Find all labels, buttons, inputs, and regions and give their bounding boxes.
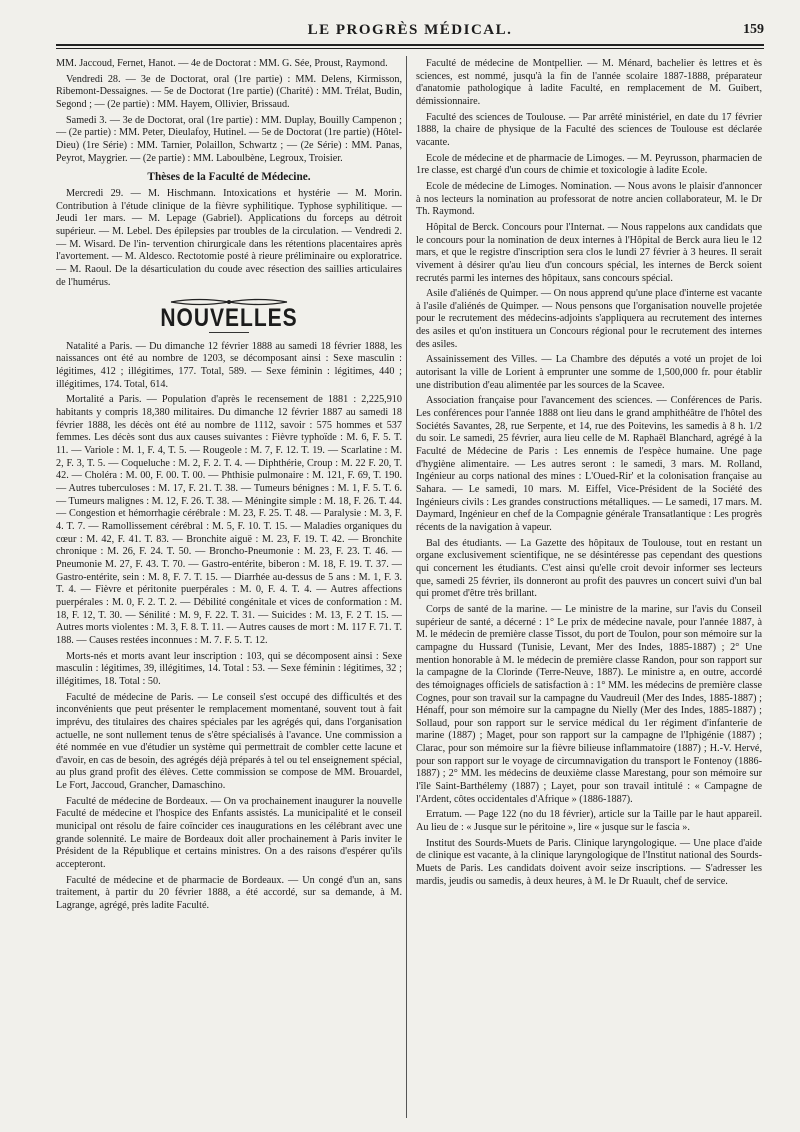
morts-nes-paragraph: Morts-nés et morts avant leur inscription : 103, qui se décomposent ainsi : Sexe masculin : légitimes, 39, illégitimes, 14. Total : 53. — Sexe féminin : légitimes, 32 ; illégitimes, 18. Total : 50. bbox=[56, 650, 402, 687]
limoges-nomination-paragraph: Ecole de médecine de Limoges. Nomination. — Nous avons le plaisir d'annoncer à nos lecteurs la nomination au professorat de notre ancien collaborateur, M. le Dr Th. Raymond. bbox=[416, 180, 762, 218]
exam-paragraph: Samedi 3. — 3e de Doctorat, oral (1re partie) : MM. Duplay, Bouilly Campenon ; — (2e partie) : MM. Peter, Dieulafoy, Hutinel. — 5e de Doctorat (1re partie) (Hôtel-Dieu) (1re Série) : MM. Tarnier, Polaillon, Schwartz ; — (2e Série) : MM. Panas, Peyrot, Maygrier. — (2e partie) : MM. Laboulbène, Legroux, Troisier. bbox=[56, 114, 402, 164]
running-title: LE PROGRÈS MÉDICAL. bbox=[307, 22, 513, 38]
faculte-pharmacie-bordeaux-paragraph: Faculté de médecine et de pharmacie de Bordeaux. — Un congé d'un an, sans traitement, à partir du 20 février 1888, a été accordé, sur sa demande, à M. Lagrange, agrégé, près ladite Faculté. bbox=[56, 874, 402, 912]
exam-paragraph: MM. Jaccoud, Fernet, Hanot. — 4e de Doctorat : MM. G. Sée, Proust, Raymond. bbox=[56, 58, 388, 69]
sourds-muets-paragraph: Institut des Sourds-Muets de Paris. Clinique laryngologique. — Une place d'aide de clinique est vacante, à la clinique laryngologique de l'Institut national des Sourds-Muets de Paris. Les candidats doivent avoir seize inscriptions. — S'adresser les mardis, jeudis ou samedis, à deux heures, à M. le Dr Ruault, chef de service. bbox=[416, 837, 762, 887]
association-paragraph: Association française pour l'avancement des sciences. — Conférences de Paris. Les conférences pour l'année 1888 ont lieu dans le grand amphithéâtre de l'hôtel des Sociétés Savantes, 28, rue Serpente, et 14, rue des Poitevins, les samedis à 8 h. 1/2 du soir. Le samedi, 25 février, aura lieu celle de M. Raphaël Blanchard, agrégé à la Faculté de Médecine de Paris : Les ennemis de l'espèce humaine. Une page d'hygiène alimentaire. — Les autres seront : le samedi, 3 mars. M. Rolland, Ingénieur au corps national des mines : L'Oued-Rir' et la colonisation française au Sahara. — Le samedi, 10 mars. M. Eiffel, Vice-Président de la Société des Ingénieurs civils : Les grandes constructions métalliques. — Le samedi, 17 mars. M. Daymard, Ingénieur en chef de la Compagnie générale Transatlantique : Les progrès récents de la navigation à vapeur. bbox=[416, 395, 762, 533]
erratum-paragraph: Erratum. — Page 122 (no du 18 février), article sur la Taille par le haut appareil. Au lieu de : « Jusque sur le péritoine », lire « jusque sur le fascia ». bbox=[416, 809, 762, 834]
header-rule-thin bbox=[56, 48, 764, 49]
limoges-pharmacie-paragraph: Ecole de médecine et de pharmacie de Limoges. — M. Peyrusson, pharmacien de 1re classe, est chargé d'un cours de chimie et toxicologie à ladite Ecole. bbox=[416, 152, 762, 177]
mortalite-paragraph: Mortalité a Paris. — Population d'après le recensement de 1881 : 2,225,910 habitants y compris 18,380 militaires. Du dimanche 12 février 1887 au samedi 18 février 1888, les décès ont été au nombre de 1112, savoir : 575 hommes et 537 femmes. Les décès sont dus aux causes suivantes : Fièvre typhoïde : M. 6, F. 5. T. 11. — Variole : M. 1, F. 4, T. 5. — Rougeole : M. 7, F. 12. T. 19. — Scarlatine : M. 2, F. 3, T. 5. — Coqueluche : M. 2, F. 2. T. 4. — Diphthérie, Croup : M. 22 F. 20, T. 42. — Choléra : M. 00, F. 00. T. 00. — Phthisie pulmonaire : M. 121, F. 69, T. 190. — Autres tuberculoses : M. 17, F. 21. T. 38. — Tumeurs bénignes : M. 1, F. 5. T. 6. — Tumeurs malignes : M. 12, F. 26. T. 38. — Méningite simple : M. 18, F. 26. T. 44. — Congestion et hémorrhagie cérébrale : M. 23, F. 25. T. 48. — Paralysie : M. 3, F. 4. T. 7. — Ramollissement cérébral : M. 5, F. 10. T. 15. — Maladies organiques du cœur : M. 42, F. 41. T. 83. — Bronchite aiguë : M. 23, F. 19. T. 42. — Bronchite chronique : M. 26, F. 24. T. 50. — Broncho-Pneumonie : M. 23, F. 23. T. 46. — Pneumonie M. 27, F. 43. T. 70. — Gastro-entérite, biberon : M. 18, F. 19. T. 37. — Gastro-entérite, sein : M. 8, F. 7. T. 15. — Diarrhée au-dessus de 5 ans : M. 1, F. 3. T. 4. — Fièvre et péritonite puerpérales : M. 0, F. 4. T. 4. — Autres affections puerpérales : M. 0, F. 2. T. 2. — Débilité congénitale et vices de conformation : M. 18, F. 12, T. 30. — Sénilité : M. 9, F. 22. T. 31. — Suicides : M. 13, F. 2 T. 15. — Autres morts violentes : M. 3, F. 8. T. 11. — Autres causes de mort : M. 117 F. 71. T. 188. — Causes restées inconnues : M. 7. F. 5. T. 12. bbox=[56, 394, 402, 646]
right-column bbox=[416, 58, 762, 1120]
theses-heading: Thèses de la Faculté de Médecine. bbox=[147, 171, 311, 184]
bal-paragraph: Bal des étudiants. — La Gazette des hôpitaux de Toulouse, tout en restant un organe exclusivement scientifique, ne se désintéresse pas cependant des questions qui concernent les étudiants. C'est ainsi qu'elle croit devoir informer ses lecteurs que, samedi 25 février, ils donneront au profit des pauvres un concert suivi d'un bal qui promet d'être très brillant. bbox=[416, 537, 762, 600]
quimper-paragraph: Asile d'aliénés de Quimper. — On nous apprend qu'une place d'interne est vacante à l'asile d'aliénés de Quimper. — Nous pensons que l'organisation nouvelle projetée pour le recrutement des médecins-adjoints s'appliquera au recrutement des internes des asiles et qu'on instituera un Concours régional pour le recrutement des internes des asiles. bbox=[416, 288, 762, 350]
page-number: 159 bbox=[743, 22, 764, 37]
berck-paragraph: Hôpital de Berck. Concours pour l'Internat. — Nous rappelons aux candidats que le concours pour la nomination de deux internes à l'Hôpital de Berck aura lieu le 12 mars, et que le registre d'inscription sera clos le lundi 27 février à 3 heures. Il serait vivement à désirer qu'au lieu d'un concours spécial, les internes de Berck soient recrutés parmi les internes des hôpitaux, sans concours spécial. bbox=[416, 221, 762, 284]
faculte-bordeaux-paragraph: Faculté de médecine de Bordeaux. — On va prochainement inaugurer la nouvelle Faculté de médecine et l'hospice des Enfants assistés. La municipalité et le conseil municipal ont résolu de faire coïncider ces inaugurations en les célébrant avec une grande solennité. Le maire de Bordeaux doit aller prochainement à Paris inviter le Président de la République et certains ministres. On a des raisons d'espérer qu'ils accepteront. bbox=[56, 795, 402, 871]
toulouse-paragraph: Faculté des sciences de Toulouse. — Par arrêté ministériel, en date du 17 février 1888, la chaire de physique de la Faculté des sciences de Toulouse est déclarée vacante. bbox=[416, 111, 762, 148]
column-divider bbox=[406, 56, 407, 1118]
left-column bbox=[56, 58, 402, 1120]
marine-paragraph: Corps de santé de la marine. — Le ministre de la marine, sur l'avis du Conseil supérieur de santé, a décerné : 1° Le prix de médecine navale, pour l'année 1887, à M. le médecin de première classe Tissot, du port de Toulon, pour son mémoire sur la campagne du Hussard (Tunisie, Levant, Mer des Indes, 1885-1887) ; 2° Une mention honorable à M. le médecin de première classe Randon, pour son rapport sur la campagne de la Clorinde (Terre-Neuve, 1887). Le ministre a, en outre, accordé des témoignages officiels de satisfaction à : 1° MM. les médecins de première classe Cognes, pour son travail sur la campagne du Vaudreuil (Mer des Indes, 1885-1887) ; Hénaff, pour son mémoire sur la campagne du Nielly (Mer des Indes, 1885-1887) ; Sollaud, pour son rapport sur le service médical du 1er régiment d'infanterie de marine (1887) ; Maget, pour son rapport sur la campagne de l'Iphigénie (1887) ; Clarac, pour son mémoire sur la fièvre bilieuse inflammatoire (1887) ; H.-V. Hervé, pour son rapport sur le voyage de circumnavigation du transport le Fontenoy (1886-1887) ; 2° MM. les médecins de deuxième classe Marestang, pour son mémoire sur l'île Saint-Barthélemy (1887) ; Layet, pour son travail intitulé : « Campagne de l'Ardent, côtes occidentales d'Afrique » (1886-1887). bbox=[416, 603, 762, 805]
assainissement-paragraph: Assainissement des Villes. — La Chambre des députés a voté un projet de loi autorisant la ville de Lorient à emprunter une somme de 1,500,000 fr. pour établir une distribution d'eau alimentée par les sources de la Scavee. bbox=[416, 354, 762, 391]
header-rule-thick bbox=[56, 44, 764, 46]
montpellier-paragraph: Faculté de médecine de Montpellier. — M. Ménard, bachelier ès lettres et ès sciences, est nommé, jusqu'à la fin de l'année scolaire 1887-1888, préparateur d'anatomie pathologique à ladite Faculté, en remplacement de M. Guibert, démissionnaire. bbox=[416, 58, 762, 107]
natalite-paragraph: Natalité a Paris. — Du dimanche 12 février 1888 au samedi 18 février 1888, les naissances ont été au nombre de 1203, se décomposant ainsi : Sexe masculin : légitimes, 412 ; illégitimes, 177. Total, 589. — Sexe féminin : légitimes, 440 ; illégitimes, 174. Total, 614. bbox=[56, 340, 402, 390]
faculte-paris-paragraph: Faculté de médecine de Paris. — Le conseil s'est occupé des difficultés et des inconvénients que peut présenter le remplacement momentané, souvent tout à fait imprévu, des titulaires des chaires spéciales par les agrégés qui, dans l'organisation actuelle, ne sont nullement tenus de s'être spécialisés à l'avance. Une commission a été nommée en vue d'étudier un système qui permettrait de combler cette lacune et d'avoir, en cas de besoin, des agrégés déjà préparés à tel ou tel enseignement spécial, au plus grand profit des élèves. Cette commission se compose de MM. Brouardel, Le Fort, Jaccoud, Grancher, Damaschino. bbox=[56, 691, 402, 792]
theses-paragraph: Mercredi 29. — M. Hischmann. Intoxications et hystérie — M. Morin. Contribution à l'étude clinique de la fièvre syphilitique. Typhose syphilitique. — Jeudi 1er mars. — M. Lepage (Gabriel). Applications du forceps au détroit supérieur. — M. Lebel. Des épilepsies par troubles de la circulation. — Vendredi 2. — M. Wisard. De l'in- tervention chirurgicale dans les rétentions placentaires après l'avortement. — M. Aldesco. Rectotomie posté à rieure préliminaire ou exploratrice. — M. Raoul. De la désarticulation du coude avec résection des saillies articulaires de l'humérus. bbox=[56, 187, 402, 288]
exam-paragraph: Vendredi 28. — 3e de Doctorat, oral (1re partie) : MM. Delens, Kirmisson, Ribemont-Dessaignes. — 5e de Doctorat (1re partie) (Charité) : MM. Trélat, Budin, Segond ; — (2e partie) : MM. Hayem, Ollivier, Brissaud. bbox=[56, 73, 402, 110]
page-header bbox=[56, 20, 764, 40]
nouvelles-heading: NOUVELLES bbox=[160, 304, 298, 333]
